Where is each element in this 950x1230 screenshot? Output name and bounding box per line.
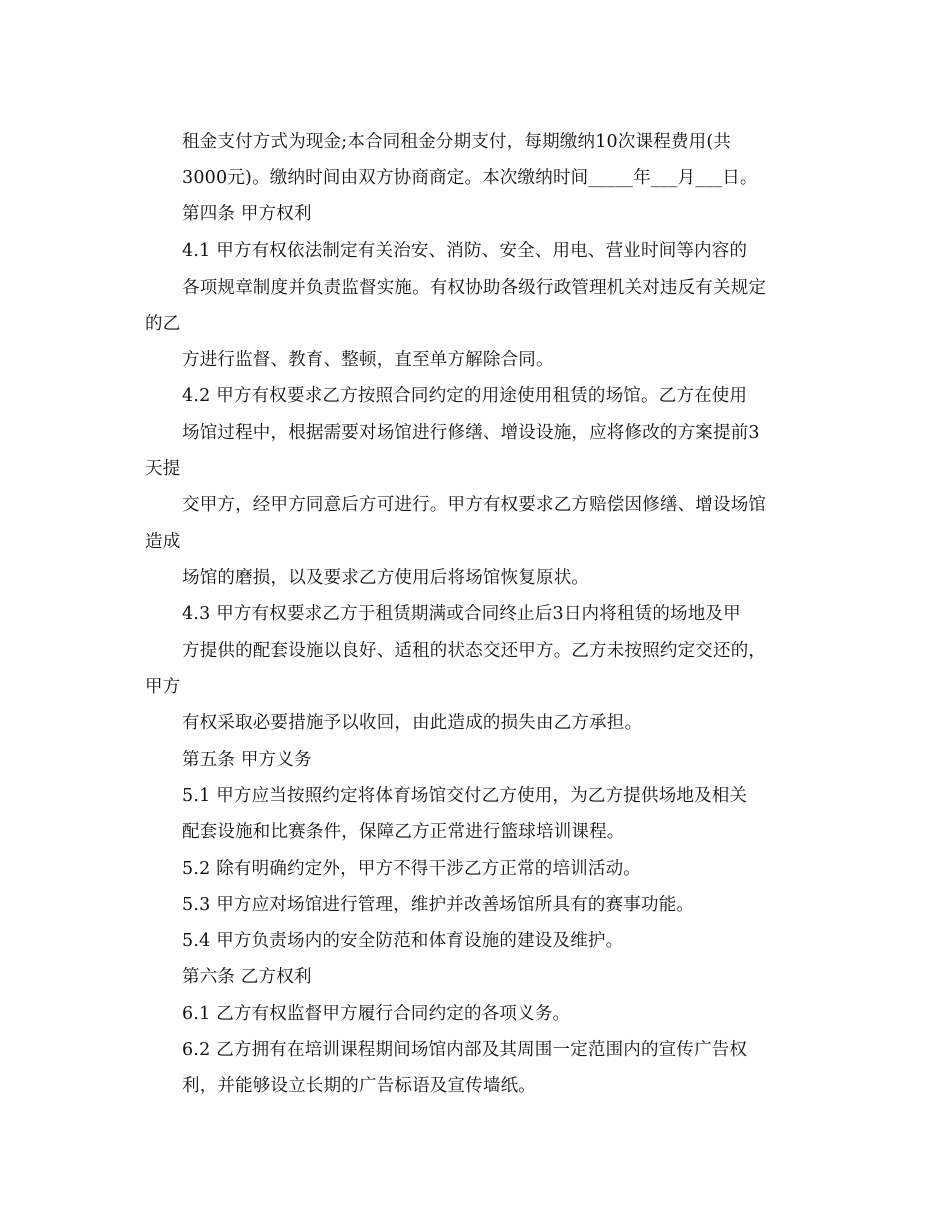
text-line: 4.3 甲方有权要求乙方于租赁期满或合同终止后3日内将租赁的场地及甲 — [182, 604, 741, 624]
text-line: 有权采取必要措施予以收回，由此造成的损失由乙方承担。 — [182, 713, 643, 733]
text-line: 交甲方，经甲方同意后方可进行。甲方有权要求乙方赔偿因修缮、增设场馆 — [182, 495, 767, 515]
text-line: 6.2 乙方拥有在培训课程期间场馆内部及其周围一定范围内的宣传广告权 — [182, 1040, 748, 1060]
text-line: 4.1 甲方有权依法制定有关治安、消防、安全、用电、营业时间等内容的 — [182, 241, 748, 261]
text-line: 的乙 — [145, 314, 181, 334]
text-line: 5.1 甲方应当按照约定将体育场馆交付乙方使用，为乙方提供场地及相关 — [182, 786, 748, 806]
text-line: 场馆的磨损，以及要求乙方使用后将场馆恢复原状。 — [182, 568, 590, 588]
text-line: 5.3 甲方应对场馆进行管理，维护并改善场馆所具有的赛事功能。 — [182, 895, 695, 915]
text-line: 造成 — [145, 532, 181, 552]
text-line: 方进行监督、教育、整顿，直至单方解除合同。 — [182, 350, 554, 370]
text-line: 4.2 甲方有权要求乙方按照合同约定的用途使用租赁的场馆。乙方在使用 — [182, 386, 748, 406]
text-line: 配套设施和比赛条件，保障乙方正常进行篮球培训课程。 — [182, 822, 625, 842]
section-heading: 第六条 乙方权利 — [182, 967, 312, 987]
text-line: 3000元)。缴纳时间由双方协商商定。本次缴纳时间_____年___月___日。 — [182, 168, 758, 188]
text-line: 场馆过程中，根据需要对场馆进行修缮、增设设施，应将修改的方案提前3 — [182, 423, 760, 443]
text-line: 利，并能够设立长期的广告标语及宣传墙纸。 — [182, 1076, 536, 1096]
text-line: 方提供的配套设施以良好、适租的状态交还甲方。乙方未按照约定交还的， — [182, 641, 767, 661]
section-heading: 第五条 甲方义务 — [182, 750, 312, 770]
text-line: 5.4 甲方负责场内的安全防范和体育设施的建设及维护。 — [182, 931, 624, 951]
text-line: 天提 — [145, 459, 181, 479]
text-line: 甲方 — [145, 677, 181, 697]
text-line: 5.2 除有明确约定外，甲方不得干涉乙方正常的培训活动。 — [182, 859, 641, 879]
section-heading: 第四条 甲方权利 — [182, 204, 312, 224]
text-line: 各项规章制度并负责监督实施。有权协助各级行政管理机关对违反有关规定 — [182, 278, 767, 298]
text-line: 租金支付方式为现金;本合同租金分期支付，每期缴纳10次课程费用(共 — [182, 132, 732, 152]
text-line: 6.1 乙方有权监督甲方履行合同约定的各项义务。 — [182, 1004, 571, 1024]
